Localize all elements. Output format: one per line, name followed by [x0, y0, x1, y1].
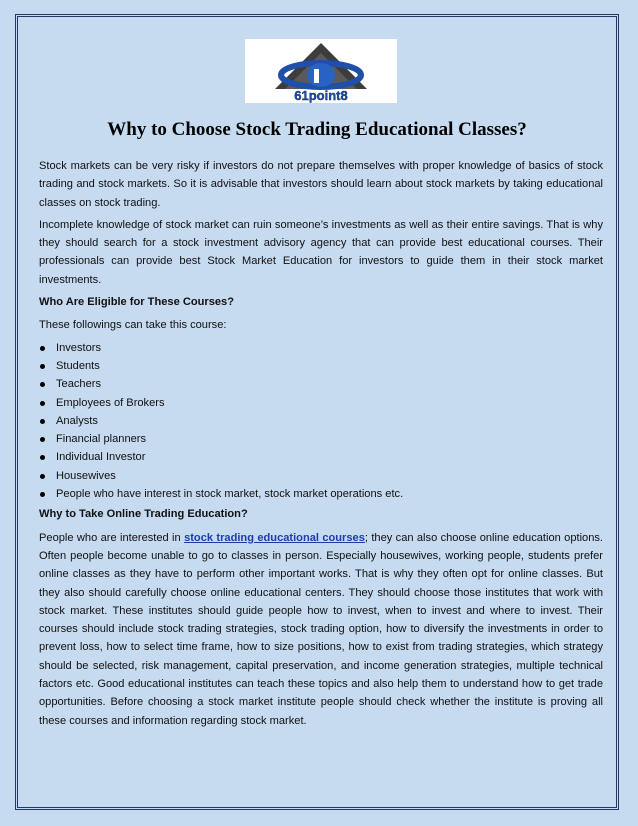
document-page: [15, 14, 619, 810]
list-item: Students: [39, 357, 603, 375]
bullet-icon: [40, 364, 45, 369]
bullet-icon: [40, 401, 45, 406]
page-title: Why to Choose Stock Trading Educational Classes?: [107, 119, 527, 140]
logo-graphic: [245, 39, 397, 103]
eligible-heading: Who Are Eligible for These Courses?: [39, 296, 234, 309]
bullet-icon: [40, 346, 45, 351]
list-item: Individual Investor: [39, 448, 603, 466]
stock-courses-link[interactable]: stock trading educational courses: [184, 531, 365, 544]
list-item: People who have interest in stock market, stock market operations etc.: [39, 485, 603, 503]
online-paragraph: People who are interested in stock trading educational courses; they can also choose online education options. Often people become unable to go to classes in person. Especially housewives, working people, students prefer online classes as they have to perform other important works. That is why they often opt for online classes. But they also should carefully choose online educational centers. They should choose those institutes that work with stock market. These institutes should guide people how to invest, when to invest and where to invest. Their courses should include stock trading strategies, stock trading option, how to diversify the investments in order to prevent loss, how to select time frame, how to size positions, how to exist from trading strategies, which strategy should be selected, risk management, capital preservation, and income generation strategies, multiple technical factors etc. Good educational institutes can teach these topics and also help them to understand how to get trade opportunities. Before choosing a stock market institute people should check whether the institute is proving all these courses and information regarding stock market.: [39, 531, 603, 727]
bullet-icon: [40, 455, 45, 460]
bullet-icon: [40, 419, 45, 424]
bullet-icon: [40, 492, 45, 497]
list-item: Housewives: [39, 467, 603, 485]
online-heading: Why to Take Online Trading Education?: [39, 508, 248, 521]
bullet-icon: [40, 474, 45, 479]
list-item: Investors: [39, 339, 603, 357]
document-body: [39, 157, 603, 734]
intro-paragraph-2: Incomplete knowledge of stock market can ruin someone’s investments as well as their entire savings. That is why they should search for a stock investment advisory agency that can provide best educational courses. Their professionals can provide best Stock Market Education for investors to guide them in their stock market investments.: [39, 218, 603, 286]
logo-text: 61point8: [294, 88, 348, 103]
list-item: Employees of Brokers: [39, 394, 603, 412]
list-item: Teachers: [39, 375, 603, 393]
eligible-intro: These followings can take this course:: [39, 319, 227, 332]
bullet-icon: [40, 437, 45, 442]
intro-paragraph-1: Stock markets can be very risky if investors do not prepare themselves with proper knowledge of basics of stock trading and stock markets. So it is advisable that investors should learn about stock markets by taking educational classes on stock trading.: [39, 160, 603, 209]
company-logo: [245, 39, 397, 103]
list-item: Financial planners: [39, 430, 603, 448]
bullet-icon: [40, 382, 45, 387]
eligible-list: [39, 339, 603, 504]
list-item: Analysts: [39, 412, 603, 430]
